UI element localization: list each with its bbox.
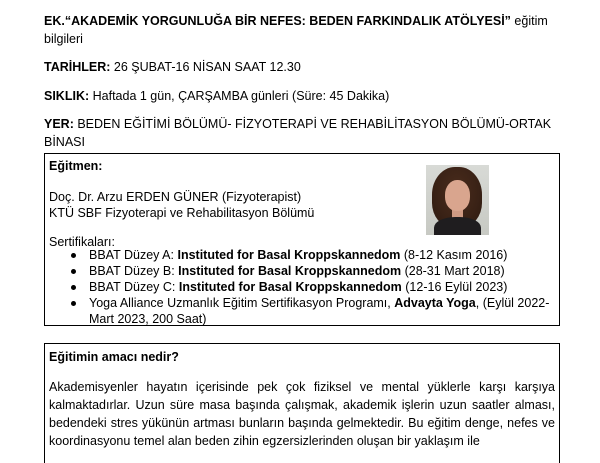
certs-heading: Sertifikaları: [49,235,115,249]
list-item: BBAT Düzey C: Instituted for Basal Kroppskannedom (12-16 Eylül 2023) [71,279,555,295]
purpose-box [44,343,560,463]
instructor-affiliation: KTÜ SBF Fizyoterapi ve Rehabilitasyon Bölümü [49,206,315,220]
instructor-photo [426,165,489,235]
certs-list [71,247,555,327]
list-item: BBAT Düzey A: Instituted for Basal Kroppskannedom (8-12 Kasım 2016) [71,247,555,263]
instructor-name: Doç. Dr. Arzu ERDEN GÜNER (Fizyoterapist) [49,190,302,204]
location-value: BEDEN EĞİTİMİ BÖLÜMÜ- FİZYOTERAPİ VE REHABİLİTASYON BÖLÜMÜ-ORTAK BİNASI [44,117,552,149]
frequency-value: Haftada 1 gün, ÇARŞAMBA günleri (Süre: 45 Dakika) [89,89,390,103]
purpose-heading: Eğitimin amacı nedir? [49,350,179,364]
frequency-line [44,87,389,105]
purpose-body: Akademisyenler hayatın içerisinde pek çok fiziksel ve mental yüklerle karşı karşıya kalmaktadırlar. Uzun süre masa başında çalışmak, akademik işlerin uzun saatler alması, bedendeki stres yükünün artması bunların başında gelmektedir. Bu eğitim denge, nefes ve koordinasyonu temel alan beden zihin egzersizlerinden oluşan bir yaklaşım ile [49,380,555,448]
frequency-label: SIKLIK: [44,89,90,103]
dates-line [44,58,301,76]
location-line [44,115,560,151]
instructor-box [44,153,560,326]
intro-paragraph [44,12,560,48]
location-label: YER: [44,117,74,131]
list-item: Yoga Alliance Uzmanlık Eğitim Sertifikasyon Programı, Advayta Yoga, (Eylül 2022-Mart 2023, 200 Saat) [71,295,555,327]
workshop-title: EK.“AKADEMİK YORGUNLUĞA BİR NEFES: BEDEN FARKINDALIK ATÖLYESİ” [44,14,511,28]
intro-suffix: eğitim bilgileri [44,14,548,46]
dates-label: TARİHLER: [44,60,111,74]
dates-value: 26 ŞUBAT-16 NİSAN SAAT 12.30 [110,60,301,74]
list-item: BBAT Düzey B: Instituted for Basal Kroppskannedom (28-31 Mart 2018) [71,263,555,279]
instructor-heading: Eğitmen: [49,159,103,173]
